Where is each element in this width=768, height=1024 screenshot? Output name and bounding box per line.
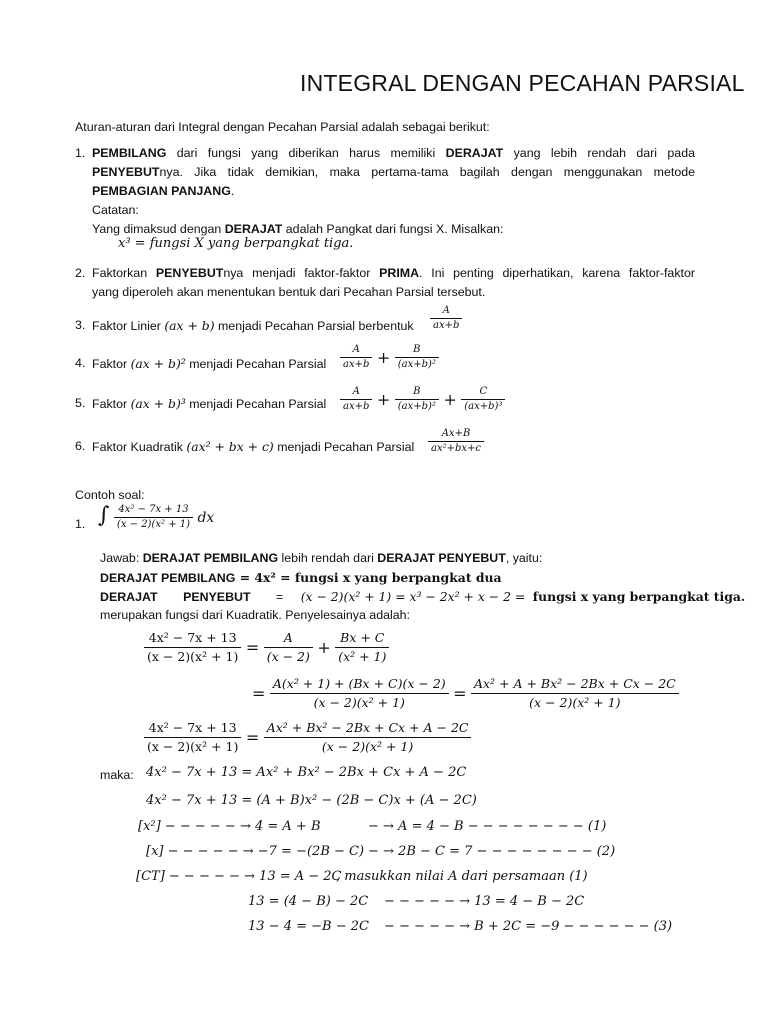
equation-3: $\frac{\text{4x² − 7x + 13}}{\text{(x − 2)(x² + 1)}}$ = $\frac{\text{Ax² + Bx² − 2Bx + Cx + A − 2C}}{\text{(x − 2)(x² + 1)}}$ [144, 720, 471, 755]
jawab-line1: Jawab: DERAJAT PEMBILANG lebih rendah dari DERAJAT PENYEBUT, yaitu: [100, 551, 543, 565]
rule6-text: Faktor Kuadratik (ax² + bx + c) menjadi Pecahan Parsial [92, 439, 415, 454]
rule1-line3: PEMBAGIAN PANJANG. [92, 184, 235, 198]
rule2-line1: Faktorkan PENYEBUTnya menjadi faktor-faktor PRIMA. Ini penting diperhatikan, karena faktor-faktor [92, 266, 695, 280]
coef-x-left: [x] − − − − − → −7 = −(2B − C) [146, 844, 365, 859]
coef-ct-right: , masukkan nilai A dari persamaan (1) [336, 869, 588, 884]
jawab-line4: merupakan fungsi dari Kuadratik. Penyelesainya adalah: [100, 608, 410, 622]
rule5-fractions: $\frac{A}{ax+b}$ + $\frac{B}{\text{(ax+b)²}}$ + $\frac{C}{\text{(ax+b)³}}$ [340, 386, 505, 413]
rule3-fraction: $\frac{A}{ax+b}$ [430, 305, 462, 332]
rule6-number: 6. [75, 439, 86, 453]
rule1-number: 1. [75, 146, 86, 160]
rule2-line2: yang diperoleh akan menentukan bentuk dari Pecahan Parsial tersebut. [92, 285, 486, 299]
contoh-heading: Contoh soal: [75, 488, 145, 502]
coef-ct-left: [CT] − − − − − → 13 = A − 2C [136, 869, 342, 884]
maka-line1: 4x² − 7x + 13 = Ax² + Bx² − 2Bx + Cx + A − 2C [146, 765, 467, 780]
coef-x2-left: [x²] − − − − − → 4 = A + B [138, 819, 321, 834]
maka-line2: 4x² − 7x + 13 = (A + B)x² − (2B − C)x + (A − 2C) [146, 793, 477, 808]
rule1-note: Yang dimaksud dengan DERAJAT adalah Pangkat dari fungsi X. Misalkan: [92, 222, 504, 236]
coef-x-right: − → 2B − C = 7 − − − − − − − − (2) [368, 844, 616, 859]
maka-label: maka: [100, 768, 134, 782]
subst-line1-left: 13 = (4 − B) − 2C [248, 894, 369, 909]
jawab-line2: DERAJAT PEMBILANG = 4x² = fungsi x yang berpangkat dua [100, 570, 502, 585]
rule5-text: Faktor (ax + b)³ menjadi Pecahan Parsial [92, 396, 327, 411]
coef-x2-right: − → A = 4 − B − − − − − − − − (1) [368, 819, 607, 834]
rule2-number: 2. [75, 266, 86, 280]
page-title: INTEGRAL DENGAN PECAHAN PARSIAL [300, 70, 745, 96]
subst-line2-right: − − − − − → B + 2C = −9 − − − − − − (3) [384, 919, 673, 934]
subst-line2-left: 13 − 4 = −B − 2C [248, 919, 369, 934]
rule6-fraction: $\frac{Ax+B}{\text{ax²+bx+c}}$ [428, 428, 484, 455]
equation-1: $\frac{\text{4x² − 7x + 13}}{\text{(x − 2)(x² + 1)}}$ = $\frac{A}{(x - 2)}$ + $\frac{Bx + C}{\text{(x² + 1)}}$ [144, 630, 389, 665]
rule3-number: 3. [75, 318, 86, 332]
intro-text: Aturan-aturan dari Integral dengan Pecahan Parsial adalah sebagai berikut: [75, 120, 490, 134]
rule1-catatan: Catatan: [92, 203, 139, 217]
soal-number: 1. [75, 517, 86, 531]
rule1-line2: PENYEBUTnya. Jika tidak demikian, maka pertama-tama bagilah dengan menggunakan metode [92, 165, 695, 179]
jawab-line3: DERAJAT PENYEBUT = (x − 2)(x² + 1) = x³ − 2x² + x − 2 = fungsi x yang berpangkat tiga. [100, 589, 746, 604]
rule1-line1: PEMBILANG dari fungsi yang diberikan harus memiliki DERAJAT yang lebih rendah dari pada [92, 146, 695, 160]
subst-line1-right: − − − − − → 13 = 4 − B − 2C [384, 894, 585, 909]
rule1-example: x³ = fungsi X yang berpangkat tiga. [118, 236, 354, 251]
rule4-number: 4. [75, 356, 86, 370]
rule4-fractions: $\frac{A}{ax+b}$ + $\frac{B}{\text{(ax+b)²}}$ [340, 344, 439, 371]
rule5-number: 5. [75, 396, 86, 410]
soal-integral: ∫ $\frac{\text{4x² − 7x + 13}}{\text{(x − 2)(x² + 1)}}$ dx [98, 503, 215, 531]
rule4-text: Faktor (ax + b)² menjadi Pecahan Parsial [92, 356, 327, 371]
equation-2: = $\frac{\text{A(x² + 1) + (Bx + C)(x − 2)}}{\text{(x − 2)(x² + 1)}}$ = $\frac{\text{Ax² + A + Bx² − 2Bx + Cx − 2C}}{\text{(x − 2)(x² + 1)}}$ [252, 676, 679, 711]
rule3-text: Faktor Linier (ax + b) menjadi Pecahan Parsial berbentuk [92, 318, 414, 333]
